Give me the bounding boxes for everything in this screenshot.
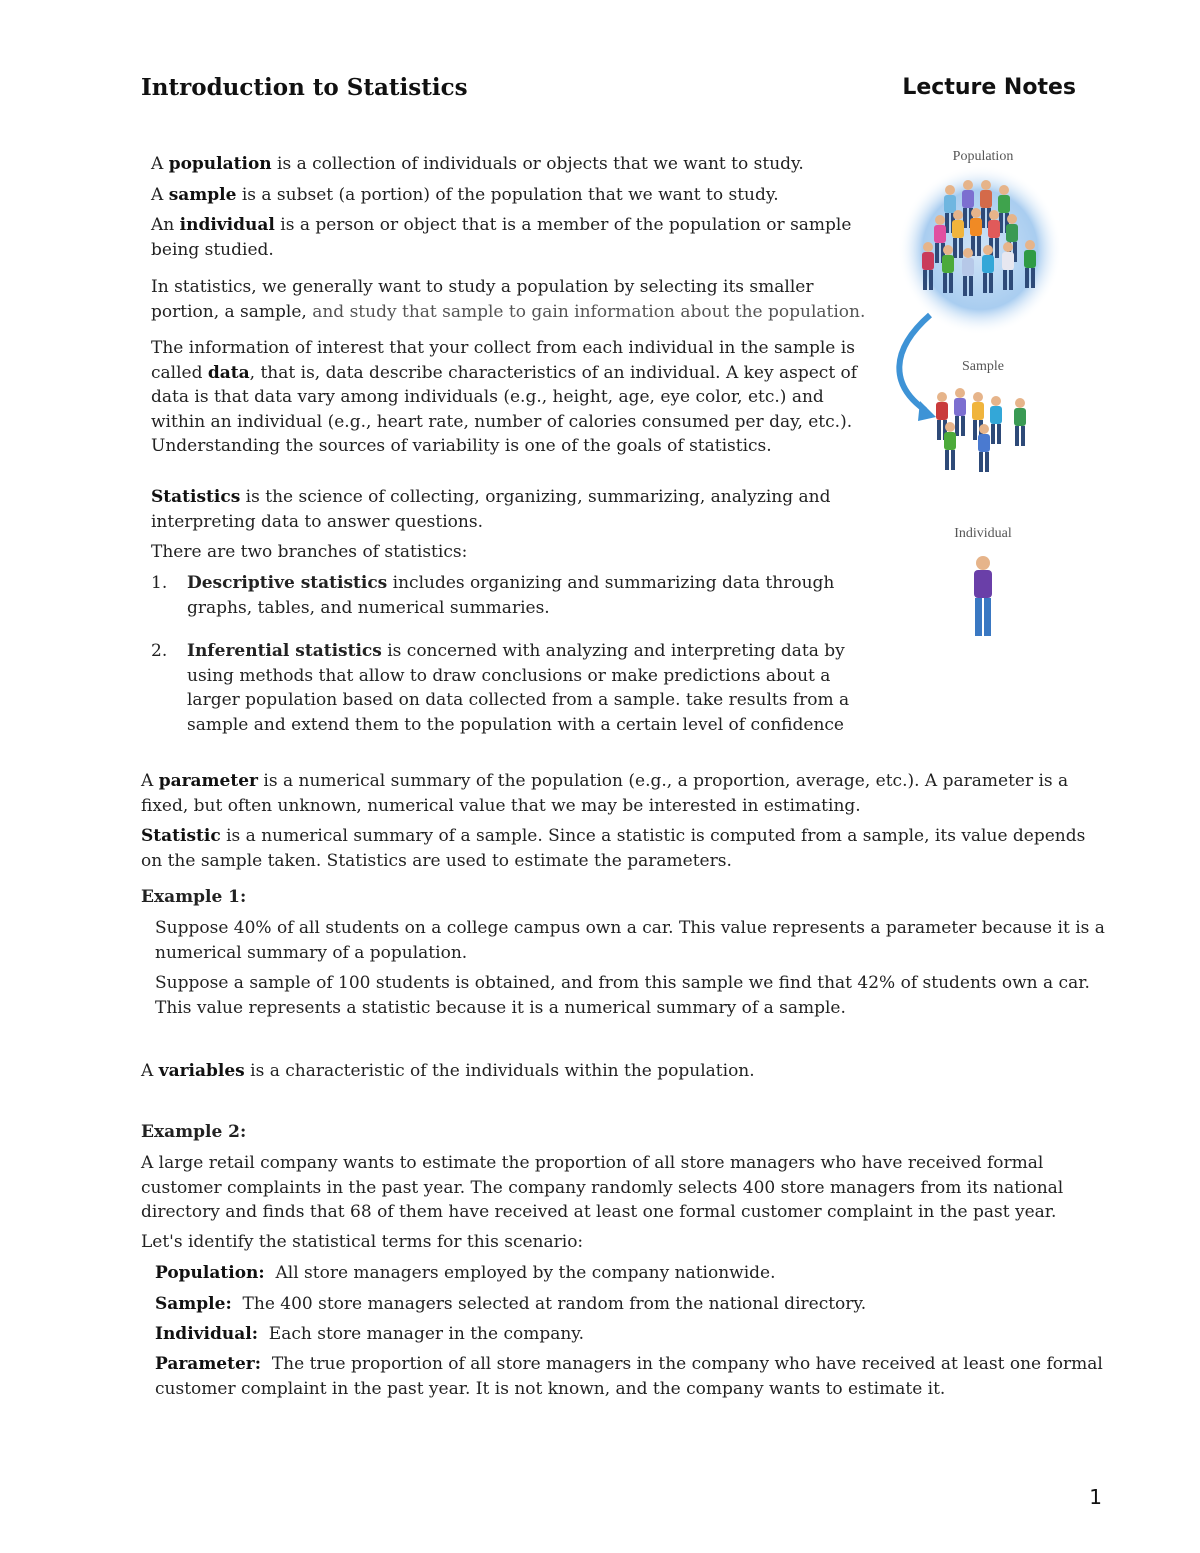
figure-label-sample: Sample — [962, 359, 1004, 374]
example1-paragraph2: Suppose a sample of 100 students is obtained, and from this sample we find that 42% of students own a car. This value represents a statistic because it is a numerical summary of a sample. — [155, 973, 1090, 1018]
term-individual: Individual: Each store manager in the company. — [155, 1324, 585, 1344]
list-item-inferential: 2. Inferential statistics is concerned with analyzing and interpreting data by using methods that allow to draw conclusions or make predictions about a larger population based on data collected from a sample. take results from a sample and extend them to the population with a certain level of confidence — [151, 641, 850, 735]
statistic-definition: Statistic is a numerical summary of a sample. Since a statistic is computed from a sample, its value depends on the sample taken. Statistics are used to estimate the parameters. — [141, 826, 1086, 871]
term-population: Population: All store managers employed by the company nationwide. — [155, 1263, 776, 1283]
term-parameter: Parameter: The true proportion of all store managers in the company who have received at least one formal customer complaint in the past year. It is not known, and the company wants to estimate it. — [155, 1354, 1109, 1399]
population-definition: A population is a collection of individuals or objects that we want to study. — [151, 154, 804, 174]
sampling-arrow — [899, 315, 930, 410]
individual-definition: An individual is a person or object that is a member of the population or sample being studied. — [151, 215, 852, 260]
branches-list — [151, 571, 851, 737]
variables-definition: A variables is a characteristic of the individuals within the population. — [141, 1061, 755, 1081]
individual-figure — [974, 556, 992, 636]
parameter-definition: A parameter is a numerical summary of the population (e.g., a proportion, average, etc.). A parameter is a fixed, but often unknown, numerical value that we may be interested in estimating. — [141, 771, 1069, 816]
document-title: Introduction to Statistics — [141, 74, 468, 101]
header-lecture-notes: Lecture Notes — [902, 75, 1076, 100]
sample-definition: A sample is a subset (a portion) of the population that we want to study. — [151, 185, 779, 205]
statistics-definition: Statistics is the science of collecting, organizing, summarizing, analyzing and interpreting data to answer questions. — [151, 487, 831, 532]
population-sample-figure — [880, 165, 1080, 645]
page-number: 1 — [1089, 1485, 1102, 1509]
arrow-head-icon — [918, 401, 936, 421]
example1-paragraph1: Suppose 40% of all students on a college campus own a car. This value represents a parameter because it is a numerical summary of a population. — [155, 918, 1105, 963]
branches-intro: There are two branches of statistics: — [151, 542, 468, 562]
example1-heading: Example 1: — [141, 887, 247, 907]
figure-label-population: Population — [952, 149, 1014, 164]
example2-lead: Let's identify the statistical terms for this scenario: — [141, 1232, 584, 1252]
list-item-descriptive: 1. Descriptive statistics includes organizing and summarizing data through graphs, tables, and numerical summaries. — [151, 573, 835, 618]
example2-heading: Example 2: — [141, 1122, 247, 1142]
sample-group — [936, 388, 1026, 472]
example2-body: A large retail company wants to estimate the proportion of all store managers who have received formal customer complaints in the past year. The company randomly selects 400 store managers from its national directory and finds that 68 of them have received at least one formal customer complaint in the past year. — [141, 1153, 1064, 1222]
data-paragraph: The information of interest that your collect from each individual in the sample is called data, that is, data describe characteristics of an individual. A key aspect of data is that data vary among individuals (e.g., height, age, eye color, etc.) and within an individual (e.g., heart rate, number of calories consumed per day, etc.). Understanding the sources of variability is one of the goals of statistics. — [151, 338, 858, 456]
figure-label-individual: Individual — [954, 526, 1012, 541]
intro-paragraph: In statistics, we generally want to study a population by selecting its smaller portion, a sample, and study that sample to gain information about the population. — [151, 277, 866, 322]
term-sample: Sample: The 400 store managers selected at random from the national directory. — [155, 1294, 867, 1314]
